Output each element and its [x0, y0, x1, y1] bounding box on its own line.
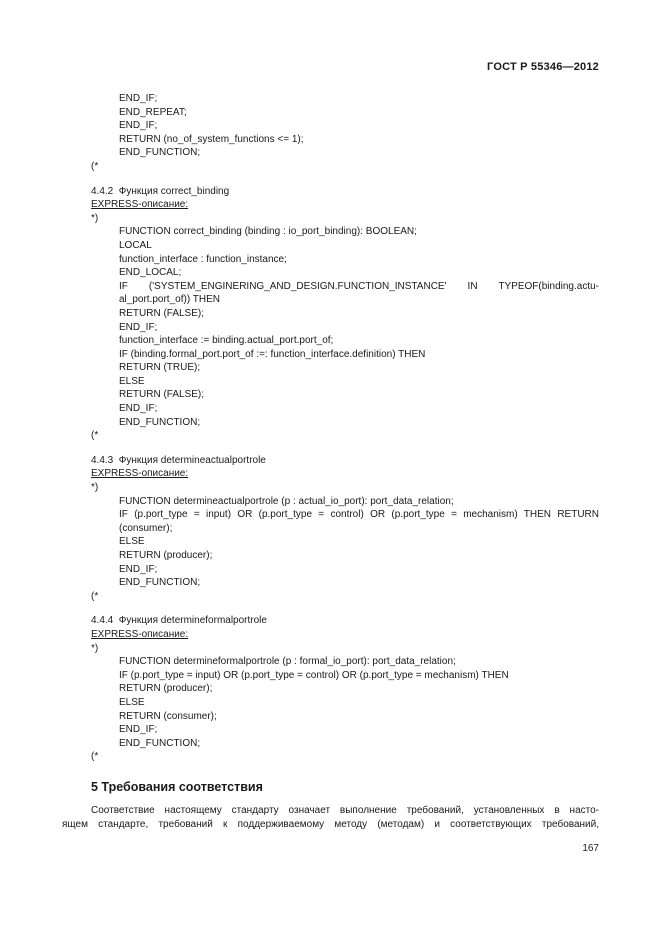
- subsection-heading-4-4-3: 4.4.3 Функция determineactualportrole: [91, 454, 266, 466]
- code-line: RETURN (producer);: [119, 683, 213, 695]
- code-line: END_LOCAL;: [119, 267, 182, 279]
- code-line: ELSE: [119, 536, 145, 548]
- code-line: RETURN (FALSE);: [119, 389, 205, 401]
- code-line: ELSE: [119, 375, 145, 387]
- code-line: END_IF;: [119, 93, 158, 104]
- page-number: 167: [582, 843, 599, 854]
- code-line: RETURN (TRUE);: [119, 362, 201, 374]
- express-label: EXPRESS-описание:: [91, 628, 189, 640]
- code-line: IF (binding.formal_port.port_of :=: function_interface.definition) THEN: [119, 348, 426, 360]
- code-line: function_interface := binding.actual_port.port_of;: [119, 335, 334, 347]
- running-header: ГОСТ Р 55346—2012: [487, 61, 599, 73]
- section-heading-5: 5 Требования соответствия: [91, 780, 263, 794]
- code-line: IF (p.port_type = input) OR (p.port_type = control) OR (p.port_type = mechanism) THEN RETURN: [119, 509, 599, 521]
- code-line: RETURN (consumer);: [119, 710, 217, 722]
- code-line: END_REPEAT;: [119, 106, 187, 118]
- express-label: EXPRESS-описание:: [91, 199, 189, 211]
- comment-close: (*: [91, 430, 99, 442]
- code-line: FUNCTION determineformalportrole (p : formal_io_port): port_data_relation;: [119, 656, 456, 668]
- paragraph-line: Соответствие настоящему стандарту означает выполнение требований, установленных в насто-: [91, 805, 599, 816]
- code-line: FUNCTION determineactualportrole (p : actual_io_port): port_data_relation;: [119, 495, 454, 507]
- code-line: IF (p.port_type = input) OR (p.port_type = control) OR (p.port_type = mechanism) THEN: [119, 669, 509, 681]
- code-line: IF ('SYSTEM_ENGINERING_AND_DESIGN.FUNCTION_INSTANCE' IN TYPEOF(binding.actu-: [119, 280, 599, 292]
- subsection-heading-4-4-2: 4.4.2 Функция correct_binding: [91, 185, 230, 197]
- code-line: END_FUNCTION;: [119, 416, 201, 428]
- comment-close: (*: [91, 751, 99, 763]
- code-line: END_IF;: [119, 403, 158, 415]
- code-line: END_IF;: [119, 120, 158, 132]
- code-line: (consumer);: [119, 522, 173, 534]
- code-line: END_IF;: [119, 724, 158, 736]
- code-line: END_FUNCTION;: [119, 737, 201, 749]
- express-code-listing: [91, 92, 599, 764]
- section-5-paragraph: [62, 804, 599, 832]
- express-label: EXPRESS-описание:: [91, 468, 189, 480]
- code-line: RETURN (FALSE);: [119, 307, 205, 319]
- code-line: END_IF;: [119, 321, 158, 333]
- comment-close: (*: [91, 160, 99, 172]
- code-line: RETURN (no_of_system_functions <= 1);: [119, 133, 304, 145]
- comment-open: *): [91, 642, 99, 654]
- code-line: END_IF;: [119, 563, 158, 575]
- code-line: ELSE: [119, 696, 145, 708]
- code-line: LOCAL: [119, 239, 152, 251]
- comment-open: *): [91, 482, 99, 494]
- comment-close: (*: [91, 590, 99, 602]
- paragraph-line: ящем стандарте, требований к поддерживаемому методу (методам) и соответствующих требований,: [62, 819, 599, 830]
- code-line: RETURN (producer);: [119, 550, 213, 561]
- code-line: END_FUNCTION;: [119, 577, 201, 589]
- code-line: al_port.port_of)) THEN: [119, 294, 220, 306]
- code-line: FUNCTION correct_binding (binding : io_port_binding): BOOLEAN;: [119, 226, 417, 238]
- code-line: END_FUNCTION;: [119, 147, 201, 159]
- comment-open: *): [91, 212, 99, 224]
- code-line: function_interface : function_instance;: [119, 253, 287, 265]
- subsection-heading-4-4-4: 4.4.4 Функция determineformalportrole: [91, 615, 267, 627]
